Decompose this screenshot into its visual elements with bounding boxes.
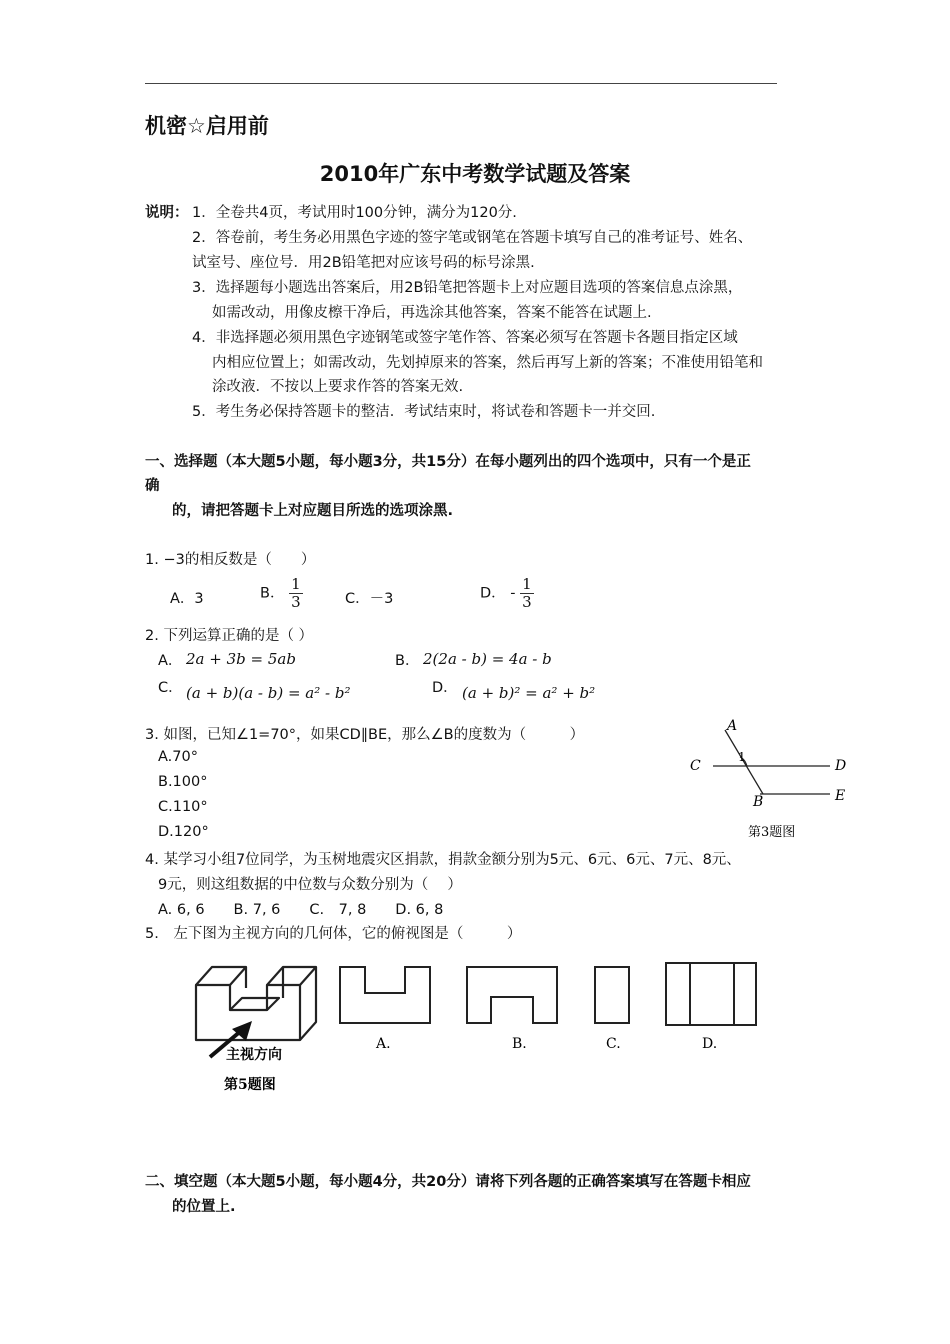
point-c-label: C <box>690 758 701 774</box>
q4-stem-cont: 9元，则这组数据的中位数与众数分别为（ ） <box>158 877 462 893</box>
q4-options: A. 6, 6 B. 7, 6 C. 7, 8 D. 6, 8 <box>158 902 444 918</box>
q1-option-b-fraction <box>289 576 303 611</box>
option-b-shape <box>467 967 557 1023</box>
fraction-numerator: 1 <box>522 575 532 593</box>
instructions-label: 说明： <box>145 205 189 221</box>
q3-figure-caption: 第3题图 <box>748 825 796 840</box>
q2-option-d-expr: (a + b)² = a² + b² <box>462 684 596 702</box>
q2-option-a-expr: 2a + 3b = 5ab <box>186 650 296 668</box>
q1-option-b <box>260 576 303 611</box>
option-d-label: D. <box>702 1036 718 1052</box>
point-d-label: D <box>835 758 847 774</box>
q2-option-c-label: C． <box>158 680 183 696</box>
option-d-shape <box>666 963 756 1025</box>
q1-option-d-fraction <box>520 576 534 611</box>
point-b-label: B <box>753 794 764 810</box>
q3-stem: 3. 如图，已知∠1=70°，如果CD∥BE，那么∠B的度数为（ ） <box>145 727 585 743</box>
section2-heading: 二、填空题（本大题5小题，每小题4分，共20分）请将下列各题的正确答案填写在答题卡相应 <box>145 1174 751 1190</box>
section2-heading-cont: 的位置上. <box>172 1199 236 1215</box>
q3-option-c: C.110° <box>158 799 208 815</box>
instruction-line: 1．全卷共4页，考试用时100分钟，满分为120分. <box>192 205 517 221</box>
q2-option-a-label: A． <box>158 653 183 669</box>
point-e-label: E <box>835 788 846 804</box>
q3-figure <box>685 712 860 847</box>
section1-heading-cont: 确 <box>145 478 160 494</box>
u-solid-drawing <box>196 967 316 1040</box>
fraction-denominator: 3 <box>522 593 532 611</box>
instruction-line: 如需改动，用像皮檫干净后，再选涂其他答案，答案不能答在试题上. <box>212 305 652 321</box>
q2-option-d-label: D． <box>432 680 458 696</box>
q2-option-c-expr: (a + b)(a - b) = a² - b² <box>186 684 351 702</box>
confidential-label: 机密☆启用前 <box>145 114 269 138</box>
fraction-numerator: 1 <box>291 575 301 593</box>
q1-stem: 1. −3的相反数是（ ） <box>145 552 316 568</box>
arrow-label: 主视方向 <box>226 1047 282 1063</box>
instruction-line: 5．考生务必保持答题卡的整洁．考试结束时，将试卷和答题卡一并交回. <box>192 404 656 420</box>
instruction-line: 涂改液．不按以上要求作答的答案无效. <box>212 379 464 395</box>
option-a-label: A. <box>376 1036 391 1052</box>
q1-option-b-label: B． <box>260 585 285 602</box>
q5-figure-caption: 第5题图 <box>224 1077 276 1093</box>
q2-option-b-expr: 2(2a - b) = 4a - b <box>423 650 552 668</box>
q3-option-a: A.70° <box>158 749 198 765</box>
q4-stem: 4. 某学习小组7位同学，为玉树地震灾区捐款，捐款金额分别为5元、6元、6元、7元、8元、 <box>145 852 741 868</box>
q5-stem: 5. 左下图为主视方向的几何体，它的俯视图是（ ） <box>145 926 522 942</box>
q1-option-d <box>480 576 534 611</box>
q2-stem: 2. 下列运算正确的是（ ） <box>145 628 314 644</box>
option-c-label: C. <box>606 1036 621 1052</box>
instruction-line: 2．答卷前，考生务必用黑色字迹的签字笔或钢笔在答题卡填写自己的准考证号、姓名、 <box>192 230 753 246</box>
q1-option-d-sign: - <box>510 585 516 602</box>
q5-figure <box>190 955 790 1100</box>
angle-1-label: 1 <box>738 750 746 764</box>
header-rule <box>145 83 777 84</box>
section1-heading-cont: 的，请把答题卡上对应题目所选的选项涂黑. <box>172 503 454 519</box>
section1-heading: 一、选择题（本大题5小题，每小题3分，共15分）在每小题列出的四个选项中，只有一个是正 <box>145 454 751 470</box>
q2-option-b-label: B． <box>395 653 420 669</box>
page-title: 2010年广东中考数学试题及答案 <box>319 162 631 186</box>
q1-option-c: C．－3 <box>345 591 394 607</box>
instruction-line: 试室号、座位号．用2B铅笔把对应该号码的标号涂黑. <box>192 255 535 271</box>
option-c-shape <box>595 967 629 1023</box>
q3-option-d: D.120° <box>158 824 209 840</box>
option-b-label: B. <box>512 1036 527 1052</box>
fraction-denominator: 3 <box>291 593 301 611</box>
instruction-line: 4．非选择题必须用黑色字迹钢笔或签字笔作答、答案必须写在答题卡各题目指定区域 <box>192 330 738 346</box>
point-a-label: A <box>727 718 738 734</box>
q1-option-a: A．3 <box>170 591 204 607</box>
option-a-shape <box>340 967 430 1023</box>
q3-option-b: B.100° <box>158 774 208 790</box>
q1-option-d-label: D． <box>480 585 506 602</box>
instruction-line: 内相应位置上；如需改动，先划掉原来的答案，然后再写上新的答案；不准使用铅笔和 <box>212 355 763 371</box>
instruction-line: 3．选择题每小题选出答案后，用2B铅笔把答题卡上对应题目选项的答案信息点涂黑， <box>192 280 743 296</box>
